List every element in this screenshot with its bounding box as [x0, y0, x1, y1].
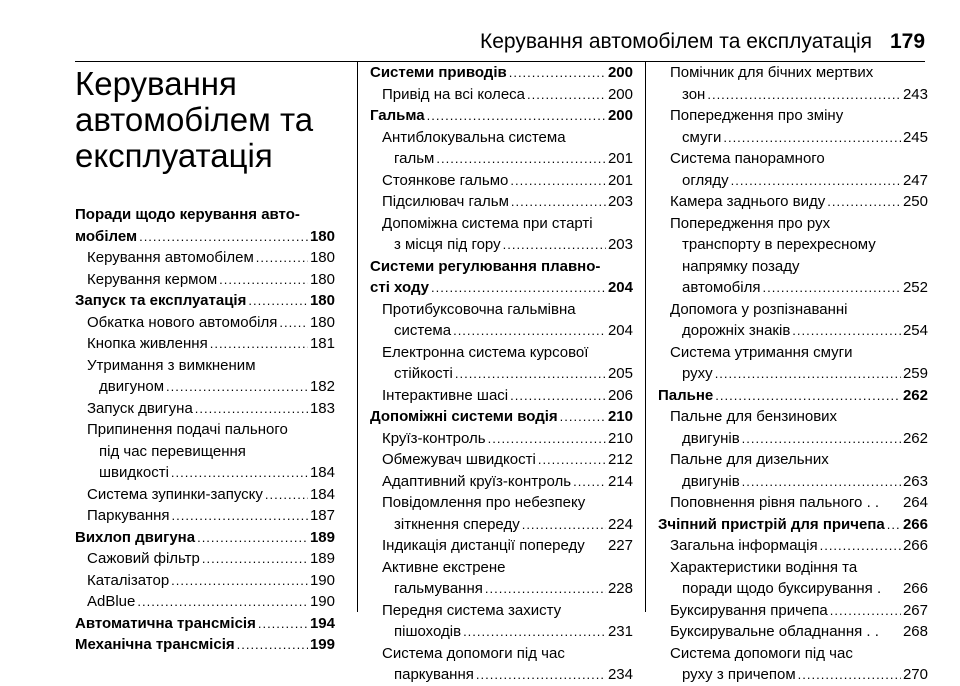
toc-page-number: 199 [309, 636, 335, 653]
toc-leader-dots [511, 191, 606, 213]
toc-entry-text: зіткнення спереду [394, 515, 520, 533]
toc-entry [370, 621, 633, 643]
toc-entry [370, 514, 633, 536]
toc-entry-text: Загальна інформація [670, 537, 818, 554]
toc-entry-text: огляду [682, 171, 729, 189]
toc-leader-dots [715, 385, 901, 407]
toc-page-number: 267 [902, 601, 928, 619]
toc-entry [75, 441, 335, 463]
toc-entry [370, 428, 633, 450]
toc-entry-text: Помічник для бічних мертвих [670, 64, 874, 81]
toc-page-number: 180 [309, 227, 335, 245]
toc-page-number: 205 [607, 365, 633, 382]
running-title: Керування автомобілем та експлуатація [480, 30, 873, 53]
toc-entry [370, 342, 633, 364]
toc-entry [370, 127, 633, 149]
toc-leader-dots [527, 84, 606, 106]
toc-leader-dots [436, 148, 606, 170]
toc-entry [75, 312, 335, 334]
toc-entry [658, 363, 928, 385]
toc-entry [75, 419, 335, 441]
toc-entry-text: Інтерактивне шасі [382, 386, 509, 404]
toc-leader-dots [820, 535, 901, 557]
toc-entry [658, 84, 928, 106]
toc-leader-dots [742, 471, 901, 493]
toc-entry-text: Підсилювач гальм [382, 193, 509, 210]
toc-entry [658, 600, 928, 622]
toc-entry [75, 570, 335, 592]
toc-entry-text: Допоміжні системи водія [370, 408, 558, 425]
toc-entry-text: Сажовий фільтр [87, 550, 200, 567]
toc-entry [75, 398, 335, 420]
toc-leader-dots [887, 514, 901, 536]
toc-leader-dots [256, 247, 308, 269]
toc-entry-text: Передня система захисту [382, 601, 562, 619]
toc-entry [658, 299, 928, 321]
toc-entry [658, 557, 928, 579]
toc-entry [75, 355, 335, 377]
toc-entry-text: двигуном [99, 378, 165, 395]
toc-entry-text: транспорту в перехресному [682, 236, 876, 253]
toc-entry [370, 471, 633, 493]
toc-entry-text: Привід на всі колеса [382, 85, 525, 103]
toc-entry [658, 105, 928, 127]
toc-entry-text: Системи регулювання плавно- [370, 257, 601, 275]
toc-leader-dots [427, 105, 606, 127]
toc-entry-text: Системи приводів [370, 64, 507, 81]
toc-entry-text: Автоматична трансмісія [75, 614, 256, 632]
toc-entry [658, 535, 928, 557]
toc-leader-dots [731, 170, 901, 192]
toc-leader-dots [219, 269, 308, 291]
toc-leader-dots [137, 591, 308, 613]
toc-leader-dots [237, 634, 308, 656]
toc-entry-text: Обмежувач швидкості [382, 451, 536, 468]
toc-leader-dots [476, 664, 606, 686]
page-number: 179 [890, 30, 926, 53]
toc-page-number: 264 [902, 494, 928, 511]
toc-leader-dots [573, 471, 606, 493]
toc-entry [75, 462, 335, 484]
toc-entry-text: Поповнення рівня пального . . [670, 494, 880, 511]
toc-entry [370, 363, 633, 385]
toc-page-number: 212 [607, 451, 633, 468]
toc-page-number: 268 [902, 623, 928, 640]
toc-column-3 [645, 62, 928, 683]
toc-section-entry [75, 204, 335, 226]
toc-page-number: 201 [607, 150, 633, 167]
toc-leader-dots [463, 621, 606, 643]
toc-page-number: 234 [607, 666, 633, 683]
chapter-title-line: Керування [75, 65, 237, 102]
toc-entry [658, 234, 928, 256]
toc-entry-text: Утримання з вимкненим [87, 356, 256, 374]
toc-entry-text: Активне екстрене [382, 558, 506, 576]
toc-section-entry [75, 226, 335, 248]
toc-page-number: 214 [607, 472, 633, 490]
toc-page-number: 190 [309, 593, 335, 610]
toc-entry [658, 449, 928, 471]
toc-entry-text: Система зупинки-запуску [87, 485, 263, 503]
toc-entry-text: двигунів [682, 472, 740, 490]
toc-entry-text: гальм [394, 150, 435, 167]
toc-entry-text: Паркування [87, 507, 170, 524]
toc-leader-dots [171, 462, 308, 484]
toc-entry [370, 600, 633, 622]
toc-entry-text: смуги [682, 128, 722, 146]
toc-leader-dots [715, 363, 901, 385]
toc-entry-text: Система утримання смуги [670, 343, 853, 361]
toc-entry-text: автомобіля [682, 279, 761, 296]
toc-page-number: 200 [607, 85, 633, 103]
toc-page-number: 180 [309, 313, 335, 331]
toc-entry [370, 84, 633, 106]
toc-page-number: 204 [607, 322, 633, 339]
toc-entry-text: Система допомоги під час [382, 644, 565, 662]
toc-page-number: 227 [607, 537, 633, 554]
toc-page-number: 224 [607, 515, 633, 533]
toc-entry [75, 247, 335, 269]
toc-entry-text: Індикація дистанції попереду [382, 537, 585, 554]
toc-section-entry [75, 613, 335, 635]
toc-entry-text: Поради щодо керування авто- [75, 206, 300, 223]
toc-entry [658, 256, 928, 278]
toc-entry-text: швидкості [99, 464, 169, 481]
toc-page-number: 259 [902, 365, 928, 382]
toc-page-number: 183 [309, 399, 335, 417]
toc-entry [658, 320, 928, 342]
toc-leader-dots [798, 664, 901, 686]
toc-page-number: 200 [607, 107, 633, 124]
toc-entry-text: мобілем [75, 227, 138, 245]
toc-entry-text: Система панорамного [670, 150, 825, 167]
toc-entry-text: система [394, 322, 452, 339]
toc-entry [370, 191, 633, 213]
toc-entry [658, 664, 928, 686]
toc-entry [75, 376, 335, 398]
toc-list-2 [370, 62, 633, 686]
toc-entry-text: Кнопка живлення [87, 335, 208, 352]
toc-entry [658, 127, 928, 149]
toc-leader-dots [195, 398, 308, 420]
toc-page-number: 247 [902, 171, 928, 189]
chapter-title-line: автомобілем та [75, 101, 314, 138]
toc-page-number: 266 [902, 537, 928, 554]
toc-entry-text: Обкатка нового автомобіля [87, 313, 278, 331]
toc-entry [370, 535, 633, 557]
toc-leader-dots [265, 484, 308, 506]
toc-entry [75, 333, 335, 355]
toc-entry-text: Пальне [658, 386, 714, 404]
toc-page-number: 187 [309, 507, 335, 524]
toc-page-number: 206 [607, 386, 633, 404]
toc-leader-dots [522, 514, 606, 536]
toc-leader-dots [538, 449, 606, 471]
toc-section-entry [658, 514, 928, 536]
toc-entry [370, 148, 633, 170]
toc-entry-text: Попередження про рух [670, 214, 831, 232]
toc-entry-text: Протибуксовочна гальмівна [382, 300, 576, 318]
toc-leader-dots [248, 290, 308, 312]
toc-entry [75, 548, 335, 570]
toc-entry-text: двигунів [682, 429, 740, 447]
toc-entry-text: дорожніх знаків [682, 322, 791, 339]
toc-entry [370, 213, 633, 235]
toc-page-number: 228 [607, 580, 633, 597]
toc-entry-text: Механічна трансмісія [75, 636, 235, 653]
toc-leader-dots [560, 406, 606, 428]
toc-leader-dots [171, 570, 308, 592]
toc-leader-dots [742, 428, 901, 450]
toc-entry-text: під час перевищення [99, 442, 246, 460]
toc-entry [370, 578, 633, 600]
toc-section-entry [75, 290, 335, 312]
toc-entry-text: Пальне для бензинових [670, 408, 838, 425]
toc-leader-dots [827, 191, 901, 213]
toc-page-number: 203 [607, 193, 633, 210]
toc-entry-text: сті ходу [370, 279, 430, 296]
toc-page-number: 204 [607, 279, 633, 296]
toc-entry-text: Допоміжна система при старті [382, 214, 593, 232]
toc-entry [658, 643, 928, 665]
toc-page-number: 263 [902, 472, 928, 490]
toc-page-number: 243 [902, 85, 928, 103]
toc-page-number: 254 [902, 322, 928, 339]
page-header [0, 0, 960, 62]
toc-entry-text: руху [682, 365, 713, 382]
toc-entry [370, 320, 633, 342]
toc-list-1 [75, 204, 335, 656]
toc-leader-dots [723, 127, 901, 149]
toc-section-entry [370, 277, 633, 299]
toc-leader-dots [503, 234, 606, 256]
toc-leader-dots [210, 333, 308, 355]
toc-leader-dots [197, 527, 308, 549]
toc-entry-text: Каталізатор [87, 571, 170, 589]
toc-entry-text: Гальма [370, 107, 425, 124]
toc-page-number: 184 [309, 485, 335, 503]
toc-page-number: 245 [902, 128, 928, 146]
toc-entry [75, 591, 335, 613]
toc-section-entry [75, 527, 335, 549]
toc-page-number: 252 [902, 279, 928, 296]
toc-section-entry [658, 385, 928, 407]
toc-entry [658, 578, 928, 600]
toc-entry-text: Попередження про зміну [670, 107, 844, 124]
toc-entry-text: Антиблокувальна система [382, 128, 566, 146]
toc-entry [370, 234, 633, 256]
toc-leader-dots [707, 84, 901, 106]
toc-section-entry [370, 256, 633, 278]
toc-entry-text: паркування [394, 666, 474, 683]
toc-entry-text: зон [682, 85, 706, 103]
toc-entry [370, 385, 633, 407]
toc-entry [370, 557, 633, 579]
toc-entry-text: Електронна система курсової [382, 343, 589, 361]
toc-entry-text: Характеристики водіння та [670, 558, 858, 576]
toc-page-number: 184 [309, 464, 335, 481]
toc-entry-text: поради щодо буксирування . [682, 580, 882, 597]
toc-entry-text: Камера заднього виду [670, 193, 826, 210]
toc-leader-dots [485, 578, 606, 600]
toc-entry [75, 269, 335, 291]
toc-entry-text: Пальне для дизельних [670, 451, 829, 468]
toc-section-entry [75, 634, 335, 656]
toc-leader-dots [202, 548, 308, 570]
toc-page-number: 210 [607, 429, 633, 447]
toc-entry [370, 664, 633, 686]
toc-entry-text: Зчіпний пристрій для причепа [658, 515, 885, 533]
toc-entry [658, 471, 928, 493]
toc-page-number: 201 [607, 171, 633, 189]
toc-leader-dots [762, 277, 900, 299]
toc-entry-text: стійкості [394, 365, 453, 382]
toc-page-number: 190 [309, 571, 335, 589]
toc-page-number: 182 [309, 378, 335, 395]
toc-entry-text: руху з причепом [682, 666, 796, 683]
toc-entry [75, 505, 335, 527]
toc-entry-text: Стоянкове гальмо [382, 171, 509, 189]
toc-page-number: 200 [607, 64, 633, 81]
toc-leader-dots [488, 428, 606, 450]
toc-section-entry [370, 406, 633, 428]
toc-leader-dots [172, 505, 308, 527]
toc-page-number: 270 [902, 666, 928, 683]
toc-page-number: 180 [309, 249, 335, 266]
toc-page-number: 189 [309, 528, 335, 546]
toc-entry-text: Повідомлення про небезпеку [382, 494, 586, 511]
toc-entry [658, 213, 928, 235]
toc-entry-text: Допомога у розпізнаванні [670, 300, 848, 318]
toc-page-number: 262 [902, 429, 928, 447]
toc-page-number: 231 [607, 623, 633, 640]
toc-page-number: 194 [309, 614, 335, 632]
toc-section-entry [370, 62, 633, 84]
toc-entry [658, 191, 928, 213]
toc-entry [370, 449, 633, 471]
toc-entry-text: Запуск двигуна [87, 399, 193, 417]
toc-leader-dots [792, 320, 901, 342]
toc-entry-text: Вихлоп двигуна [75, 528, 196, 546]
toc-entry [658, 406, 928, 428]
toc-entry [658, 148, 928, 170]
toc-section-entry [370, 105, 633, 127]
toc-leader-dots [510, 385, 606, 407]
toc-leader-dots [139, 226, 308, 248]
toc-page-number: 189 [309, 550, 335, 567]
toc-page-number: 210 [607, 408, 633, 425]
chapter-title [75, 66, 335, 174]
toc-entry-text: AdBlue [87, 593, 136, 610]
toc-leader-dots [455, 363, 606, 385]
toc-entry [658, 277, 928, 299]
toc-entry-text: Адаптивний круїз-контроль [382, 472, 572, 490]
toc-leader-dots [453, 320, 606, 342]
toc-entry-text: Система допомоги під час [670, 644, 853, 662]
toc-leader-dots [258, 613, 308, 635]
toc-entry-text: Круїз-контроль [382, 429, 486, 447]
toc-page-number: 266 [902, 515, 928, 533]
toc-entry-text: гальмування [394, 580, 483, 597]
toc-entry [658, 492, 928, 514]
toc-leader-dots [510, 170, 606, 192]
toc-column-2 [357, 62, 645, 683]
toc-entry-text: Буксирувальне обладнання . . [670, 623, 879, 640]
toc-entry-text: Буксирування причепа [670, 601, 828, 619]
toc-entry [370, 643, 633, 665]
toc-entry [370, 170, 633, 192]
toc-entry-text: Керування автомобілем [87, 249, 254, 266]
toc-leader-dots [279, 312, 308, 334]
toc-entry-text: Керування кермом [87, 270, 218, 288]
toc-column-1 [75, 62, 345, 653]
toc-entry [370, 492, 633, 514]
toc-entry [658, 170, 928, 192]
chapter-title-line: експлуатація [75, 137, 273, 174]
toc-leader-dots [431, 277, 606, 299]
toc-page-number: 180 [309, 270, 335, 288]
toc-entry-text: з місця під гору [394, 236, 501, 253]
toc-entry-text: Запуск та експлуатація [75, 292, 247, 309]
toc-entry-text: напрямку позаду [682, 257, 800, 275]
toc-page-number: 180 [309, 292, 335, 309]
toc-entry-text: Припинення подачі пального [87, 421, 288, 438]
toc-page-number: 181 [309, 335, 335, 352]
toc-entry [658, 62, 928, 84]
toc-page-number: 262 [902, 386, 928, 404]
toc-entry [75, 484, 335, 506]
toc-entry [658, 428, 928, 450]
toc-entry [658, 342, 928, 364]
toc-leader-dots [509, 62, 606, 84]
toc-entry-text: пішоходів [394, 623, 462, 640]
toc-page-number: 266 [902, 580, 928, 597]
toc-page-number: 250 [902, 193, 928, 210]
toc-list-3 [658, 62, 928, 686]
toc-page-number: 203 [607, 236, 633, 253]
toc-entry [370, 299, 633, 321]
toc-leader-dots [830, 600, 901, 622]
toc-entry [658, 621, 928, 643]
toc-leader-dots [166, 376, 308, 398]
